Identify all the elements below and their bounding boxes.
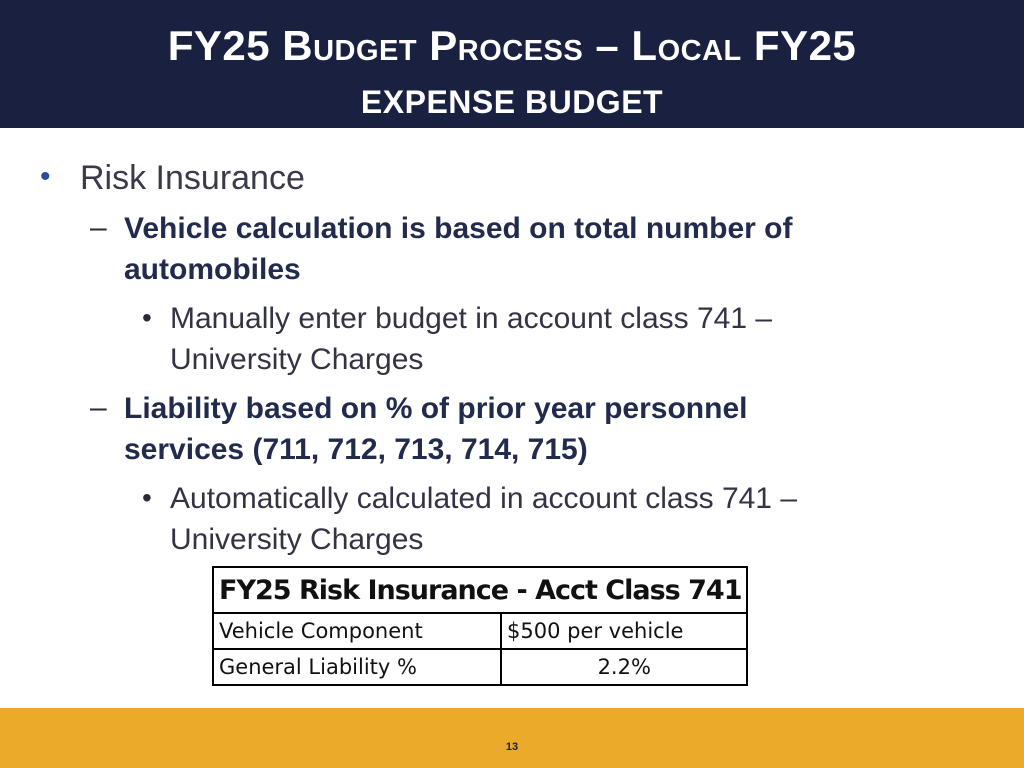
bullet-icon: • [142,302,152,333]
table-cell-value: 2.2% [501,649,747,685]
title-bar [0,0,1024,128]
vehicle-detail-line2: University Charges [170,343,424,376]
risk-insurance-table [212,566,748,686]
slide-title: FY25 Budget Process – Local FY25 [167,22,857,69]
dash-marker: – [90,211,107,244]
table-row [213,613,747,649]
bullet-icon: • [142,482,152,513]
page-number: 13 [505,741,519,753]
table-cell-label: General Liability % [213,649,501,685]
liability-point-line2: services (711, 712, 713, 714, 715) [124,433,588,466]
table-row [213,649,747,685]
footer-bar [0,708,1024,768]
vehicle-point-line1: Vehicle calculation is based on total number of [124,212,793,245]
liability-detail-line2: University Charges [170,523,424,556]
table-cell-value: $500 per vehicle [501,613,747,649]
vehicle-detail-line1: Manually enter budget in account class 741 – [170,302,773,335]
vehicle-point-line2: automobiles [124,253,301,286]
table-header: FY25 Risk Insurance - Acct Class 741 [213,567,747,613]
dash-marker: – [90,391,107,424]
table-header-row [213,567,747,613]
liability-point-line1: Liability based on % of prior year personnel [124,392,748,425]
liability-detail-line1: Automatically calculated in account class 741 – [170,482,798,515]
bullet-icon: • [40,160,51,193]
slide-subtitle: EXPENSE BUDGET [360,84,664,120]
topic-heading: Risk Insurance [80,159,305,197]
table-cell-label: Vehicle Component [213,613,501,649]
